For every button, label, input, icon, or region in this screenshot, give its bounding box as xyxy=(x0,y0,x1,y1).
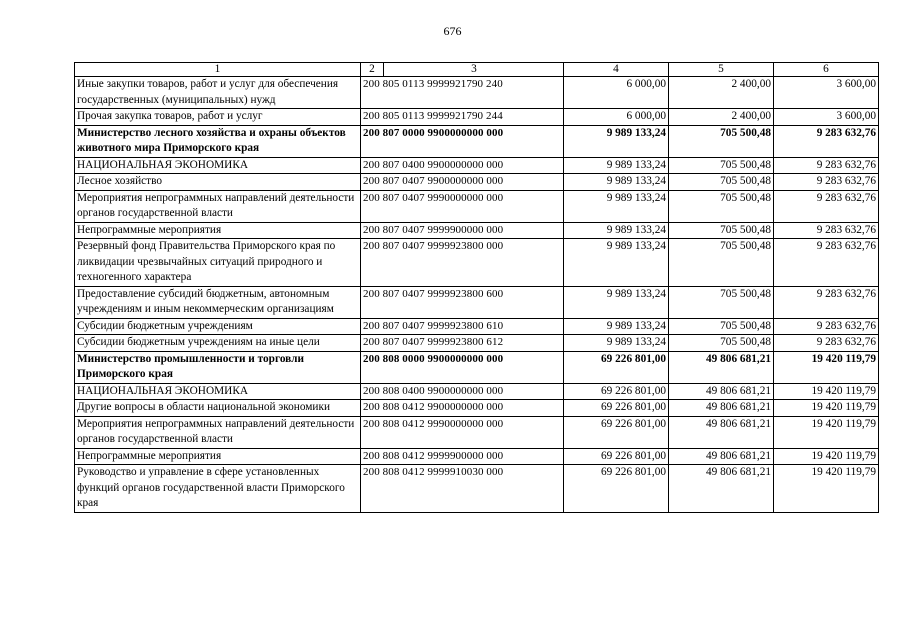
row-value-col-4: 69 226 801,00 xyxy=(564,383,669,400)
row-value-col-4: 69 226 801,00 xyxy=(564,400,669,417)
row-value-col-5: 705 500,48 xyxy=(669,125,774,157)
row-value-col-6: 19 420 119,79 xyxy=(774,465,879,513)
row-value-col-6: 9 283 632,76 xyxy=(774,286,879,318)
row-value-col-5: 705 500,48 xyxy=(669,318,774,335)
row-name: Резервный фонд Правительства Приморского края по ликвидации чрезвычайных ситуаций природного и техногенного характера xyxy=(75,239,361,287)
row-value-col-5: 705 500,48 xyxy=(669,286,774,318)
row-code: 200 808 0412 9990000000 000 xyxy=(361,416,564,448)
table-row xyxy=(75,77,879,109)
row-value-col-6: 9 283 632,76 xyxy=(774,190,879,222)
row-value-col-5: 49 806 681,21 xyxy=(669,416,774,448)
row-name: Лесное хозяйство xyxy=(75,174,361,191)
row-name: Мероприятия непрограммных направлений деятельности органов государственной власти xyxy=(75,416,361,448)
row-value-col-5: 705 500,48 xyxy=(669,239,774,287)
row-value-col-5: 2 400,00 xyxy=(669,77,774,109)
row-value-col-6: 19 420 119,79 xyxy=(774,416,879,448)
row-value-col-6: 19 420 119,79 xyxy=(774,400,879,417)
row-code: 200 807 0000 9900000000 000 xyxy=(361,125,564,157)
header-row xyxy=(75,63,879,77)
header-col-6: 6 xyxy=(774,63,879,77)
row-value-col-5: 705 500,48 xyxy=(669,222,774,239)
row-name: Непрограммные мероприятия xyxy=(75,448,361,465)
row-code: 200 808 0400 9900000000 000 xyxy=(361,383,564,400)
row-code: 200 805 0113 9999921790 240 xyxy=(361,77,564,109)
row-value-col-4: 69 226 801,00 xyxy=(564,448,669,465)
row-value-col-6: 9 283 632,76 xyxy=(774,125,879,157)
table-row xyxy=(75,222,879,239)
table-row xyxy=(75,157,879,174)
row-value-col-5: 49 806 681,21 xyxy=(669,400,774,417)
row-value-col-6: 19 420 119,79 xyxy=(774,351,879,383)
row-value-col-6: 9 283 632,76 xyxy=(774,318,879,335)
row-value-col-6: 19 420 119,79 xyxy=(774,448,879,465)
budget-table xyxy=(74,62,879,513)
row-name: НАЦИОНАЛЬНАЯ ЭКОНОМИКА xyxy=(75,157,361,174)
table-row xyxy=(75,318,879,335)
row-value-col-4: 9 989 133,24 xyxy=(564,239,669,287)
row-name: НАЦИОНАЛЬНАЯ ЭКОНОМИКА xyxy=(75,383,361,400)
row-name: Прочая закупка товаров, работ и услуг xyxy=(75,109,361,126)
row-name: Иные закупки товаров, работ и услуг для обеспечения государственных (муниципальных) нужд xyxy=(75,77,361,109)
row-value-col-4: 9 989 133,24 xyxy=(564,125,669,157)
row-name: Министерство лесного хозяйства и охраны объектов животного мира Приморского края xyxy=(75,125,361,157)
row-name: Мероприятия непрограммных направлений деятельности органов государственной власти xyxy=(75,190,361,222)
row-code: 200 808 0000 9900000000 000 xyxy=(361,351,564,383)
row-value-col-6: 9 283 632,76 xyxy=(774,239,879,287)
row-value-col-6: 3 600,00 xyxy=(774,109,879,126)
row-name: Непрограммные мероприятия xyxy=(75,222,361,239)
row-value-col-4: 9 989 133,24 xyxy=(564,190,669,222)
row-value-col-4: 9 989 133,24 xyxy=(564,222,669,239)
header-col-3: 3 xyxy=(471,63,477,75)
row-value-col-6: 9 283 632,76 xyxy=(774,222,879,239)
row-code: 200 807 0407 9999923800 000 xyxy=(361,239,564,287)
row-name: Другие вопросы в области национальной экономики xyxy=(75,400,361,417)
table-row xyxy=(75,416,879,448)
row-value-col-4: 9 989 133,24 xyxy=(564,174,669,191)
row-code: 200 808 0412 9999910030 000 xyxy=(361,465,564,513)
row-value-col-4: 6 000,00 xyxy=(564,77,669,109)
row-value-col-5: 705 500,48 xyxy=(669,190,774,222)
table-row xyxy=(75,239,879,287)
table-row xyxy=(75,125,879,157)
table-row xyxy=(75,335,879,352)
row-code: 200 807 0407 9999900000 000 xyxy=(361,222,564,239)
row-value-col-4: 9 989 133,24 xyxy=(564,157,669,174)
row-code: 200 808 0412 9900000000 000 xyxy=(361,400,564,417)
table-row xyxy=(75,286,879,318)
row-name: Субсидии бюджетным учреждениям на иные цели xyxy=(75,335,361,352)
row-value-col-6: 9 283 632,76 xyxy=(774,174,879,191)
page-number: 676 xyxy=(443,24,462,38)
row-name: Субсидии бюджетным учреждениям xyxy=(75,318,361,335)
row-code: 200 807 0400 9900000000 000 xyxy=(361,157,564,174)
table-row xyxy=(75,190,879,222)
row-value-col-4: 9 989 133,24 xyxy=(564,335,669,352)
table-row xyxy=(75,174,879,191)
header-col-2: 2 xyxy=(361,63,384,76)
row-value-col-4: 9 989 133,24 xyxy=(564,286,669,318)
table-row xyxy=(75,448,879,465)
row-code: 200 808 0412 9999900000 000 xyxy=(361,448,564,465)
table-row xyxy=(75,351,879,383)
row-value-col-4: 69 226 801,00 xyxy=(564,416,669,448)
header-col-2-3 xyxy=(361,63,564,77)
row-value-col-4: 6 000,00 xyxy=(564,109,669,126)
table-row xyxy=(75,400,879,417)
row-value-col-5: 705 500,48 xyxy=(669,157,774,174)
row-name: Министерство промышленности и торговли Приморского края xyxy=(75,351,361,383)
row-value-col-5: 49 806 681,21 xyxy=(669,465,774,513)
row-value-col-5: 49 806 681,21 xyxy=(669,448,774,465)
table-row xyxy=(75,465,879,513)
row-value-col-4: 69 226 801,00 xyxy=(564,465,669,513)
row-value-col-5: 2 400,00 xyxy=(669,109,774,126)
row-value-col-5: 705 500,48 xyxy=(669,174,774,191)
row-name: Руководство и управление в сфере установленных функций органов государственной власти Приморского края xyxy=(75,465,361,513)
row-code: 200 807 0407 9900000000 000 xyxy=(361,174,564,191)
row-code: 200 807 0407 9999923800 600 xyxy=(361,286,564,318)
header-col-5: 5 xyxy=(669,63,774,77)
row-value-col-4: 69 226 801,00 xyxy=(564,351,669,383)
row-value-col-6: 3 600,00 xyxy=(774,77,879,109)
row-code: 200 807 0407 9999923800 612 xyxy=(361,335,564,352)
row-value-col-5: 49 806 681,21 xyxy=(669,383,774,400)
row-value-col-5: 705 500,48 xyxy=(669,335,774,352)
header-col-4: 4 xyxy=(564,63,669,77)
row-code: 200 807 0407 9999923800 610 xyxy=(361,318,564,335)
row-name: Предоставление субсидий бюджетным, автономным учреждениям и иным некоммерческим организациям xyxy=(75,286,361,318)
table-row xyxy=(75,383,879,400)
row-value-col-6: 19 420 119,79 xyxy=(774,383,879,400)
row-code: 200 805 0113 9999921790 244 xyxy=(361,109,564,126)
row-value-col-6: 9 283 632,76 xyxy=(774,157,879,174)
row-value-col-4: 9 989 133,24 xyxy=(564,318,669,335)
table-row xyxy=(75,109,879,126)
row-value-col-6: 9 283 632,76 xyxy=(774,335,879,352)
row-value-col-5: 49 806 681,21 xyxy=(669,351,774,383)
row-code: 200 807 0407 9990000000 000 xyxy=(361,190,564,222)
header-col-1: 1 xyxy=(75,63,361,77)
